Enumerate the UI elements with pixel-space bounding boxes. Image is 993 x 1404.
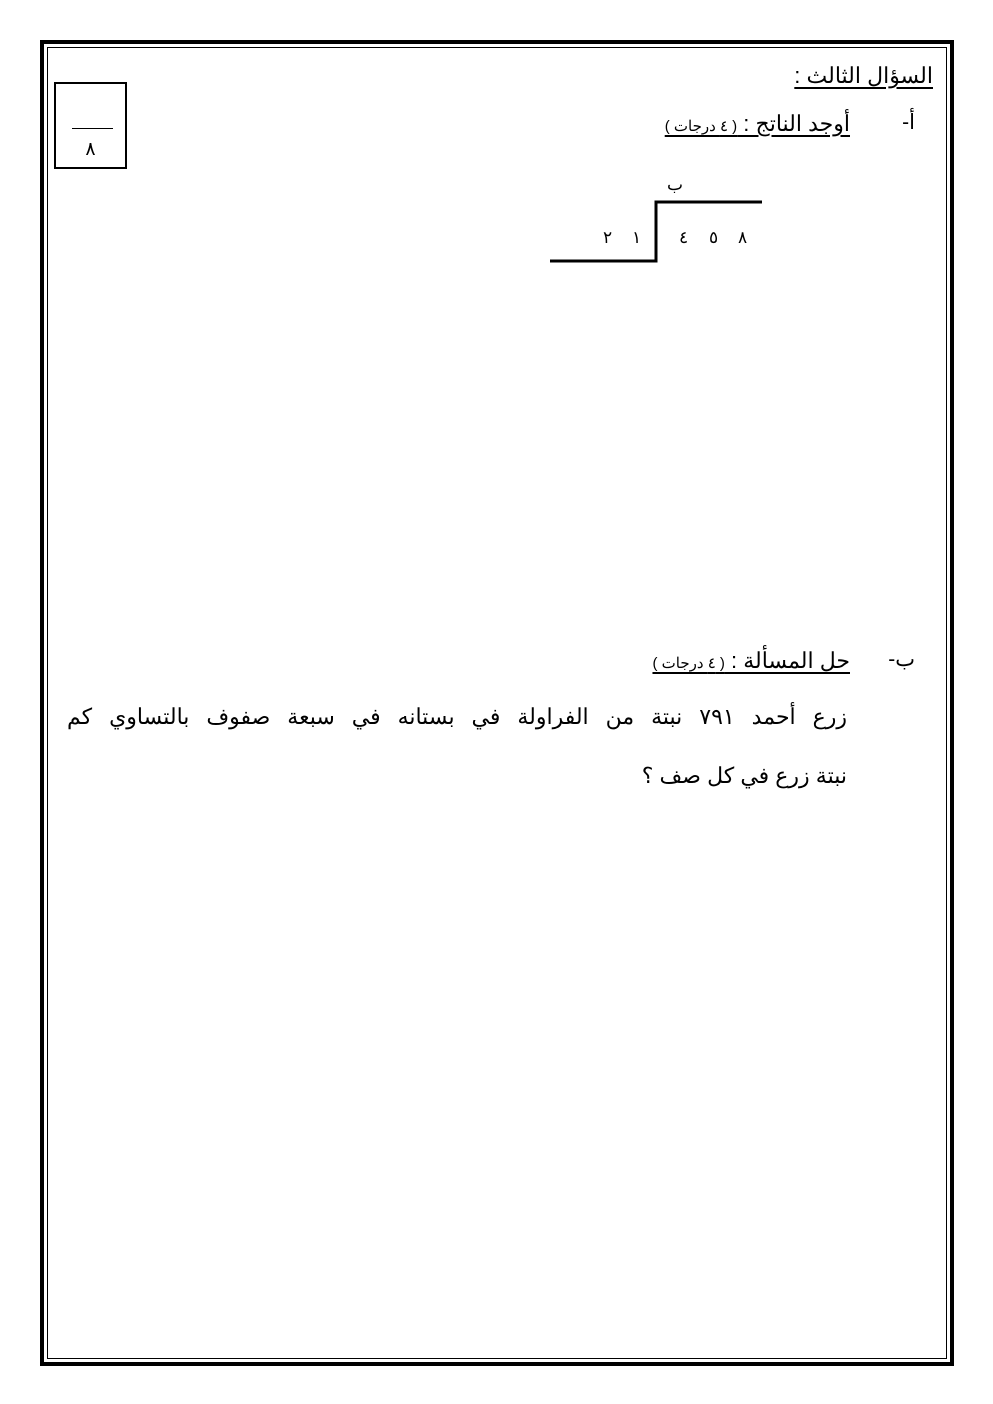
- dividend-digit-1: ٨: [738, 228, 748, 247]
- question-title: السؤال الثالث :: [794, 63, 933, 88]
- problem-text-line-1: زرع أحمد ٧٩١ نبتة من الفراولة في بستانه في سبعة صفوف بالتساوي كم: [67, 704, 847, 729]
- part-b-heading-text: حل المسألة :: [724, 648, 850, 673]
- dividend-digit-3: ٤: [679, 228, 689, 247]
- part-a-points: ( ٤ درجات ): [664, 118, 738, 135]
- quotient-label: ب: [667, 175, 684, 194]
- problem-text-line-2: نبتة زرع في كل صف ؟: [641, 763, 847, 788]
- dividend-digit-2: ٥: [709, 228, 719, 247]
- part-b-heading: [652, 647, 850, 678]
- divisor-digit-1: ١: [632, 228, 642, 247]
- part-a-heading-text: أوجد الناتج :: [737, 111, 850, 136]
- part-b-mark: ب-: [888, 648, 915, 671]
- part-b-points: ( ٤ درجات ): [652, 655, 725, 672]
- score-total: ٨: [85, 139, 96, 160]
- part-a-mark: أ-: [902, 111, 915, 134]
- divisor-digit-2: ٢: [603, 228, 613, 247]
- long-division-bracket: [0, 0, 993, 300]
